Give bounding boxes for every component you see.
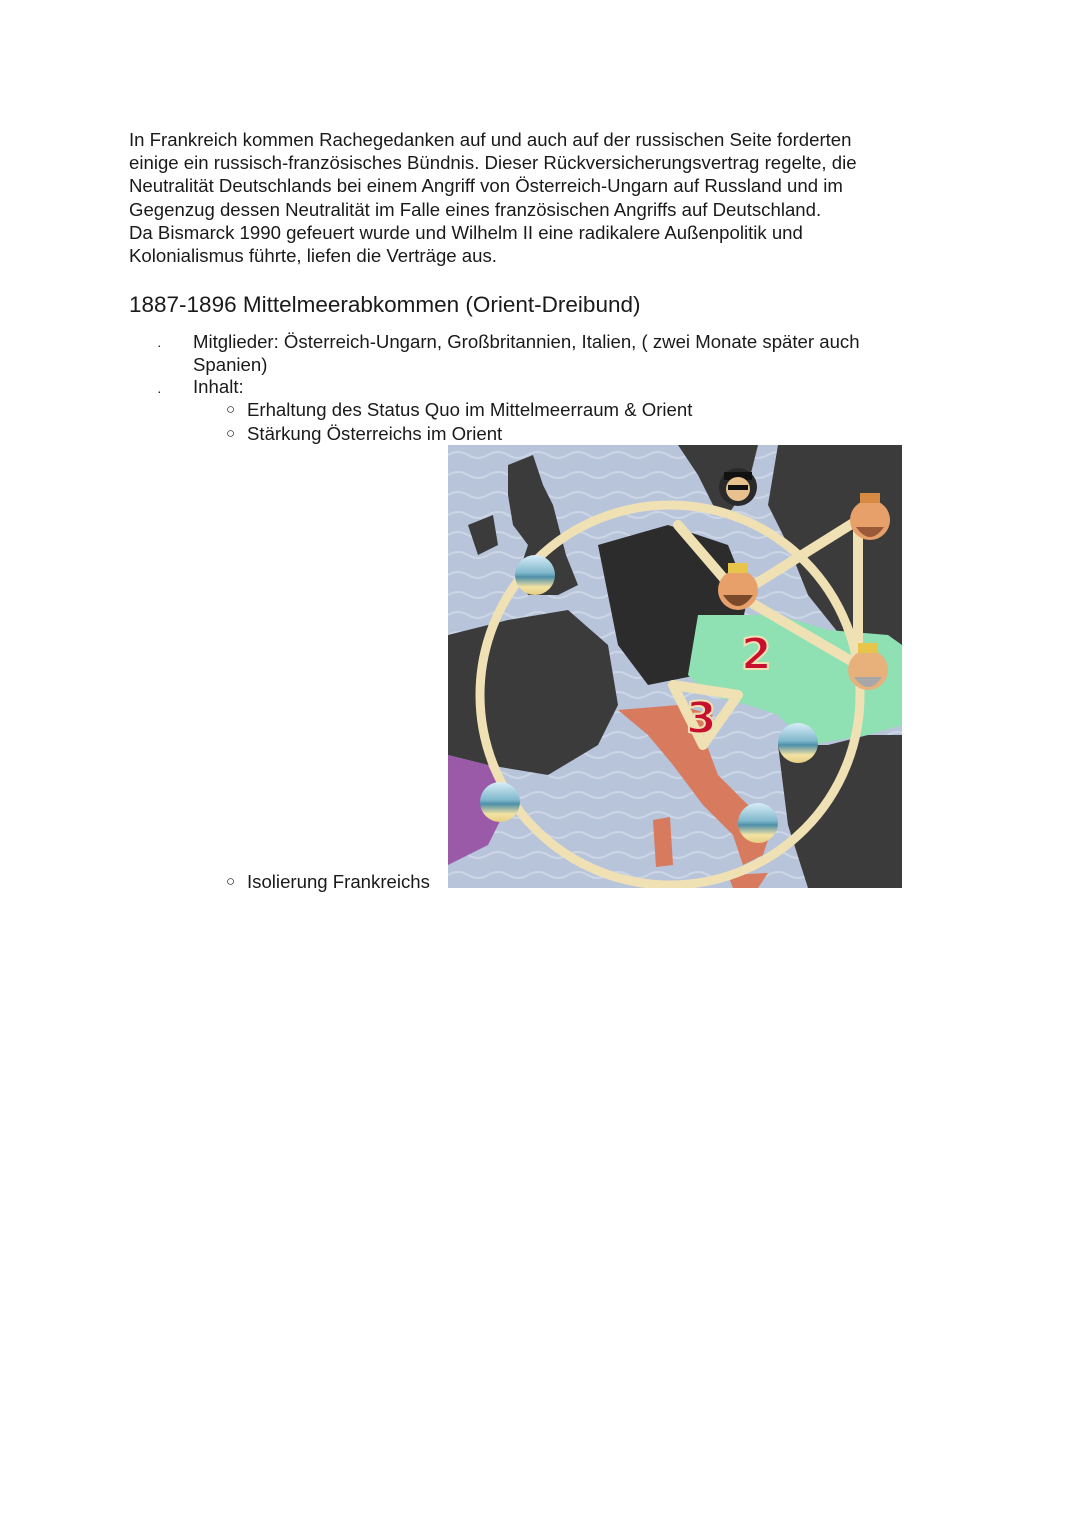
paragraph bbox=[129, 128, 929, 267]
bullet-content: Inhalt: bbox=[193, 376, 244, 397]
sub-bullet-circle-icon: ○ bbox=[226, 873, 236, 890]
map-label-3: 3 bbox=[686, 693, 717, 744]
sub-bullet-circle-icon: ○ bbox=[226, 401, 236, 418]
section-heading: 1887-1896 Mittelmeerabkommen (Orient-Dreibund) bbox=[129, 292, 641, 317]
bullet-members bbox=[193, 330, 860, 376]
bullet-dot: · bbox=[157, 383, 162, 399]
mediterranean-token-icon bbox=[778, 723, 818, 763]
paragraph-line: Gegenzug dessen Neutralität im Falle eines französischen Angriffs auf Deutschland. bbox=[129, 198, 822, 220]
paragraph-line: In Frankreich kommen Rachegedanken auf und auch auf der russischen Seite forderten bbox=[129, 129, 852, 150]
bullet-members-line1: Mitglieder: Österreich-Ungarn, Großbritannien, Italien, ( zwei Monate später auch bbox=[193, 331, 860, 352]
paragraph-line: einige ein russisch-französisches Bündnis. Dieser Rückversicherungsvertrag regelte, die bbox=[129, 152, 857, 174]
sardinia bbox=[653, 817, 673, 867]
mediterranean-token-icon bbox=[480, 782, 520, 822]
paragraph-line: Da Bismarck 1990 gefeuert wurde und Wilhelm II eine radikalere Außenpolitik und bbox=[129, 221, 803, 243]
sub-item-status-quo: Erhaltung des Status Quo im Mittelmeerraum & Orient bbox=[247, 399, 693, 420]
europe-alliance-map bbox=[448, 445, 902, 888]
bullet-dot: · bbox=[157, 337, 162, 353]
paragraph-line: Neutralität Deutschlands bei einem Angriff von Österreich-Ungarn auf Russland und im bbox=[129, 175, 843, 197]
sub-bullet-circle-icon: ○ bbox=[226, 425, 236, 442]
mediterranean-token-icon bbox=[515, 555, 555, 595]
paragraph-line: Kolonialismus führte, liefen die Verträge aus. bbox=[129, 245, 497, 267]
bullet-members-line2: Spanien) bbox=[193, 354, 268, 375]
sub-item-austria: Stärkung Österreichs im Orient bbox=[247, 423, 503, 444]
spy-face-icon bbox=[719, 468, 757, 506]
map-label-2: 2 bbox=[741, 629, 772, 680]
sub-item-isolation: Isolierung Frankreichs bbox=[247, 871, 430, 892]
mediterranean-token-icon bbox=[738, 803, 778, 843]
map-graphic bbox=[448, 445, 902, 888]
